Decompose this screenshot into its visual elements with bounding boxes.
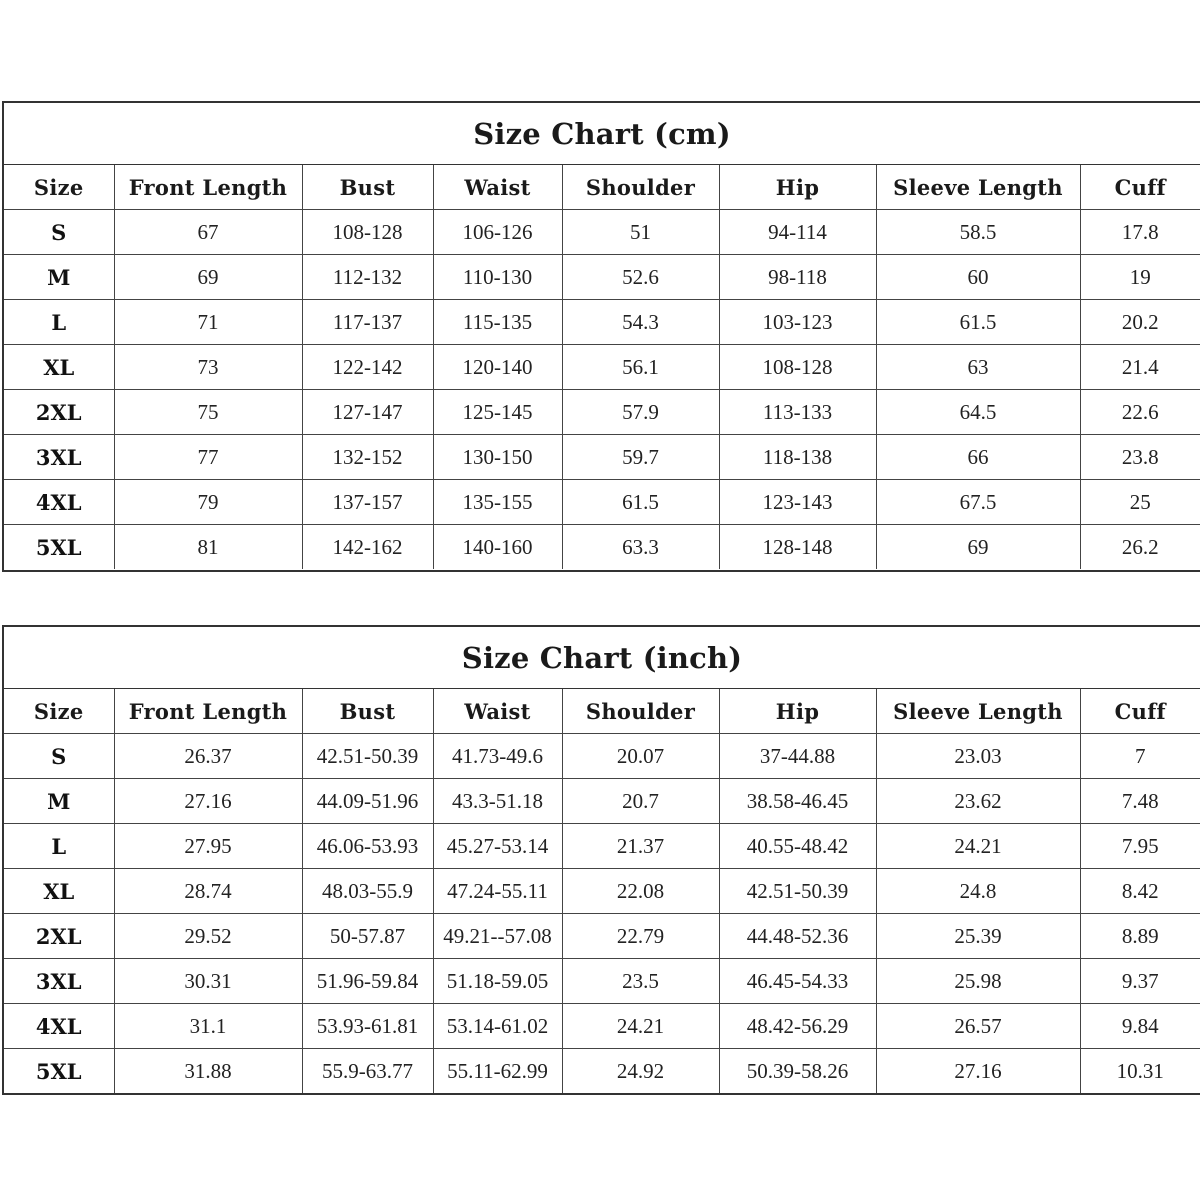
table-body bbox=[4, 734, 1200, 1094]
column-header: Bust bbox=[302, 165, 433, 210]
measurement-cell: 47.24-55.11 bbox=[433, 869, 562, 914]
measurement-cell: 50-57.87 bbox=[302, 914, 433, 959]
measurement-cell: 122-142 bbox=[302, 345, 433, 390]
table-row bbox=[4, 1049, 1200, 1094]
chart-title-cm: Size Chart (cm) bbox=[4, 103, 1200, 165]
table-row bbox=[4, 779, 1200, 824]
measurement-cell: 23.8 bbox=[1080, 435, 1200, 480]
measurement-cell: 49.21--57.08 bbox=[433, 914, 562, 959]
column-header: Front Length bbox=[114, 689, 302, 734]
measurement-cell: 79 bbox=[114, 480, 302, 525]
measurement-cell: 81 bbox=[114, 525, 302, 570]
measurement-cell: 113-133 bbox=[719, 390, 876, 435]
measurement-cell: 54.3 bbox=[562, 300, 719, 345]
header-row bbox=[4, 165, 1200, 210]
measurement-cell: 24.21 bbox=[876, 824, 1080, 869]
size-chart-inch bbox=[2, 625, 1200, 1095]
table-row bbox=[4, 300, 1200, 345]
column-header: Hip bbox=[719, 165, 876, 210]
measurement-cell: 98-118 bbox=[719, 255, 876, 300]
measurement-cell: 27.16 bbox=[876, 1049, 1080, 1094]
column-header: Bust bbox=[302, 689, 433, 734]
measurement-cell: 17.8 bbox=[1080, 210, 1200, 255]
measurement-cell: 21.37 bbox=[562, 824, 719, 869]
size-chart-cm bbox=[2, 101, 1200, 572]
measurement-cell: 57.9 bbox=[562, 390, 719, 435]
measurement-cell: 69 bbox=[114, 255, 302, 300]
measurement-cell: 51 bbox=[562, 210, 719, 255]
column-header: Shoulder bbox=[562, 165, 719, 210]
measurement-cell: 53.93-61.81 bbox=[302, 1004, 433, 1049]
measurement-cell: 71 bbox=[114, 300, 302, 345]
measurement-cell: 135-155 bbox=[433, 480, 562, 525]
measurement-cell: 94-114 bbox=[719, 210, 876, 255]
table-row bbox=[4, 869, 1200, 914]
measurement-cell: 123-143 bbox=[719, 480, 876, 525]
measurement-cell: 132-152 bbox=[302, 435, 433, 480]
size-cell: 3XL bbox=[4, 435, 114, 480]
table-row bbox=[4, 1004, 1200, 1049]
measurement-cell: 67.5 bbox=[876, 480, 1080, 525]
table-row bbox=[4, 525, 1200, 570]
measurement-cell: 31.88 bbox=[114, 1049, 302, 1094]
table-row bbox=[4, 480, 1200, 525]
measurement-cell: 127-147 bbox=[302, 390, 433, 435]
size-cell: XL bbox=[4, 869, 114, 914]
size-cell: M bbox=[4, 255, 114, 300]
measurement-cell: 48.03-55.9 bbox=[302, 869, 433, 914]
table-row bbox=[4, 914, 1200, 959]
table-row bbox=[4, 390, 1200, 435]
measurement-cell: 42.51-50.39 bbox=[719, 869, 876, 914]
measurement-cell: 24.8 bbox=[876, 869, 1080, 914]
measurement-cell: 9.84 bbox=[1080, 1004, 1200, 1049]
measurement-cell: 64.5 bbox=[876, 390, 1080, 435]
column-header: Waist bbox=[433, 165, 562, 210]
size-cell: XL bbox=[4, 345, 114, 390]
measurement-cell: 26.57 bbox=[876, 1004, 1080, 1049]
measurement-cell: 56.1 bbox=[562, 345, 719, 390]
measurement-cell: 23.62 bbox=[876, 779, 1080, 824]
measurement-cell: 58.5 bbox=[876, 210, 1080, 255]
measurement-cell: 28.74 bbox=[114, 869, 302, 914]
measurement-cell: 50.39-58.26 bbox=[719, 1049, 876, 1094]
measurement-cell: 38.58-46.45 bbox=[719, 779, 876, 824]
measurement-cell: 24.21 bbox=[562, 1004, 719, 1049]
measurement-cell: 46.45-54.33 bbox=[719, 959, 876, 1004]
measurement-cell: 59.7 bbox=[562, 435, 719, 480]
measurement-cell: 73 bbox=[114, 345, 302, 390]
measurement-cell: 48.42-56.29 bbox=[719, 1004, 876, 1049]
chart-title-inch: Size Chart (inch) bbox=[4, 627, 1200, 689]
measurement-cell: 7 bbox=[1080, 734, 1200, 779]
measurement-cell: 142-162 bbox=[302, 525, 433, 570]
measurement-cell: 125-145 bbox=[433, 390, 562, 435]
measurement-cell: 118-138 bbox=[719, 435, 876, 480]
measurement-cell: 108-128 bbox=[302, 210, 433, 255]
table-header-row bbox=[4, 165, 1200, 210]
measurement-cell: 44.48-52.36 bbox=[719, 914, 876, 959]
measurement-cell: 61.5 bbox=[562, 480, 719, 525]
measurement-cell: 52.6 bbox=[562, 255, 719, 300]
measurement-cell: 20.7 bbox=[562, 779, 719, 824]
measurement-cell: 43.3-51.18 bbox=[433, 779, 562, 824]
measurement-cell: 69 bbox=[876, 525, 1080, 570]
size-cell: 5XL bbox=[4, 1049, 114, 1094]
measurement-cell: 8.42 bbox=[1080, 869, 1200, 914]
measurement-cell: 40.55-48.42 bbox=[719, 824, 876, 869]
size-cell: 2XL bbox=[4, 914, 114, 959]
measurement-cell: 108-128 bbox=[719, 345, 876, 390]
table-row bbox=[4, 435, 1200, 480]
measurement-cell: 22.79 bbox=[562, 914, 719, 959]
table-row bbox=[4, 959, 1200, 1004]
column-header: Shoulder bbox=[562, 689, 719, 734]
measurement-cell: 24.92 bbox=[562, 1049, 719, 1094]
measurement-cell: 63 bbox=[876, 345, 1080, 390]
column-header: Sleeve Length bbox=[876, 165, 1080, 210]
size-cell: L bbox=[4, 824, 114, 869]
measurement-cell: 55.11-62.99 bbox=[433, 1049, 562, 1094]
size-table-inch bbox=[4, 689, 1200, 1093]
measurement-cell: 26.2 bbox=[1121, 534, 1159, 559]
measurement-cell: 120-140 bbox=[433, 345, 562, 390]
table-header-row bbox=[4, 689, 1200, 734]
measurement-cell: 7.48 bbox=[1080, 779, 1200, 824]
measurement-cell: 61.5 bbox=[876, 300, 1080, 345]
measurement-cell: 46.06-53.93 bbox=[302, 824, 433, 869]
measurement-cell: 25.98 bbox=[876, 959, 1080, 1004]
table-body bbox=[4, 210, 1200, 570]
measurement-cell: 103-123 bbox=[719, 300, 876, 345]
measurement-cell: 130-150 bbox=[433, 435, 562, 480]
measurement-cell: 106-126 bbox=[433, 210, 562, 255]
measurement-cell: 75 bbox=[114, 390, 302, 435]
measurement-cell: 42.51-50.39 bbox=[302, 734, 433, 779]
measurement-cell: 10.31 bbox=[1116, 1058, 1164, 1083]
column-header: Waist bbox=[433, 689, 562, 734]
measurement-cell: 128-148 bbox=[719, 525, 876, 570]
measurement-cell: 77 bbox=[114, 435, 302, 480]
measurement-cell: 51.18-59.05 bbox=[433, 959, 562, 1004]
size-cell: 2XL bbox=[4, 390, 114, 435]
measurement-cell: 26.37 bbox=[114, 734, 302, 779]
table-row bbox=[4, 345, 1200, 390]
measurement-cell: 9.37 bbox=[1080, 959, 1200, 1004]
measurement-cell: 67 bbox=[114, 210, 302, 255]
measurement-cell: 20.07 bbox=[562, 734, 719, 779]
column-header: Hip bbox=[719, 689, 876, 734]
measurement-cell: 112-132 bbox=[302, 255, 433, 300]
measurement-cell: 60 bbox=[876, 255, 1080, 300]
measurement-cell: 53.14-61.02 bbox=[433, 1004, 562, 1049]
measurement-cell: 7.95 bbox=[1080, 824, 1200, 869]
column-header: Cuff bbox=[1080, 689, 1200, 734]
size-cell: 4XL bbox=[4, 1004, 114, 1049]
measurement-cell: 137-157 bbox=[302, 480, 433, 525]
column-header: Size bbox=[4, 689, 114, 734]
column-header: Size bbox=[4, 165, 114, 210]
column-header: Sleeve Length bbox=[876, 689, 1080, 734]
size-cell: S bbox=[4, 210, 114, 255]
measurement-cell: 8.89 bbox=[1080, 914, 1200, 959]
size-table-cm bbox=[4, 165, 1200, 569]
table-row bbox=[4, 210, 1200, 255]
measurement-cell: 110-130 bbox=[433, 255, 562, 300]
measurement-cell: 19 bbox=[1080, 255, 1200, 300]
measurement-cell: 27.95 bbox=[114, 824, 302, 869]
header-row bbox=[4, 689, 1200, 734]
measurement-cell: 31.1 bbox=[114, 1004, 302, 1049]
measurement-cell: 21.4 bbox=[1080, 345, 1200, 390]
measurement-cell: 25 bbox=[1080, 480, 1200, 525]
size-cell: 5XL bbox=[4, 525, 114, 570]
size-cell: S bbox=[4, 734, 114, 779]
measurement-cell: 44.09-51.96 bbox=[302, 779, 433, 824]
measurement-cell: 20.2 bbox=[1080, 300, 1200, 345]
table-row bbox=[4, 255, 1200, 300]
measurement-cell: 29.52 bbox=[114, 914, 302, 959]
size-cell: M bbox=[4, 779, 114, 824]
measurement-cell: 115-135 bbox=[433, 300, 562, 345]
size-cell: L bbox=[4, 300, 114, 345]
measurement-cell: 41.73-49.6 bbox=[433, 734, 562, 779]
column-header: Front Length bbox=[114, 165, 302, 210]
size-cell: 3XL bbox=[4, 959, 114, 1004]
measurement-cell: 45.27-53.14 bbox=[433, 824, 562, 869]
measurement-cell: 23.03 bbox=[876, 734, 1080, 779]
measurement-cell: 51.96-59.84 bbox=[302, 959, 433, 1004]
measurement-cell: 117-137 bbox=[302, 300, 433, 345]
table-row bbox=[4, 824, 1200, 869]
measurement-cell: 55.9-63.77 bbox=[302, 1049, 433, 1094]
size-cell: 4XL bbox=[4, 480, 114, 525]
table-row bbox=[4, 734, 1200, 779]
measurement-cell: 140-160 bbox=[433, 525, 562, 570]
measurement-cell: 22.6 bbox=[1080, 390, 1200, 435]
measurement-cell: 25.39 bbox=[876, 914, 1080, 959]
measurement-cell: 66 bbox=[876, 435, 1080, 480]
measurement-cell: 30.31 bbox=[114, 959, 302, 1004]
measurement-cell: 22.08 bbox=[562, 869, 719, 914]
measurement-cell: 63.3 bbox=[562, 525, 719, 570]
measurement-cell: 23.5 bbox=[562, 959, 719, 1004]
column-header: Cuff bbox=[1080, 165, 1200, 210]
measurement-cell: 27.16 bbox=[114, 779, 302, 824]
measurement-cell: 37-44.88 bbox=[719, 734, 876, 779]
